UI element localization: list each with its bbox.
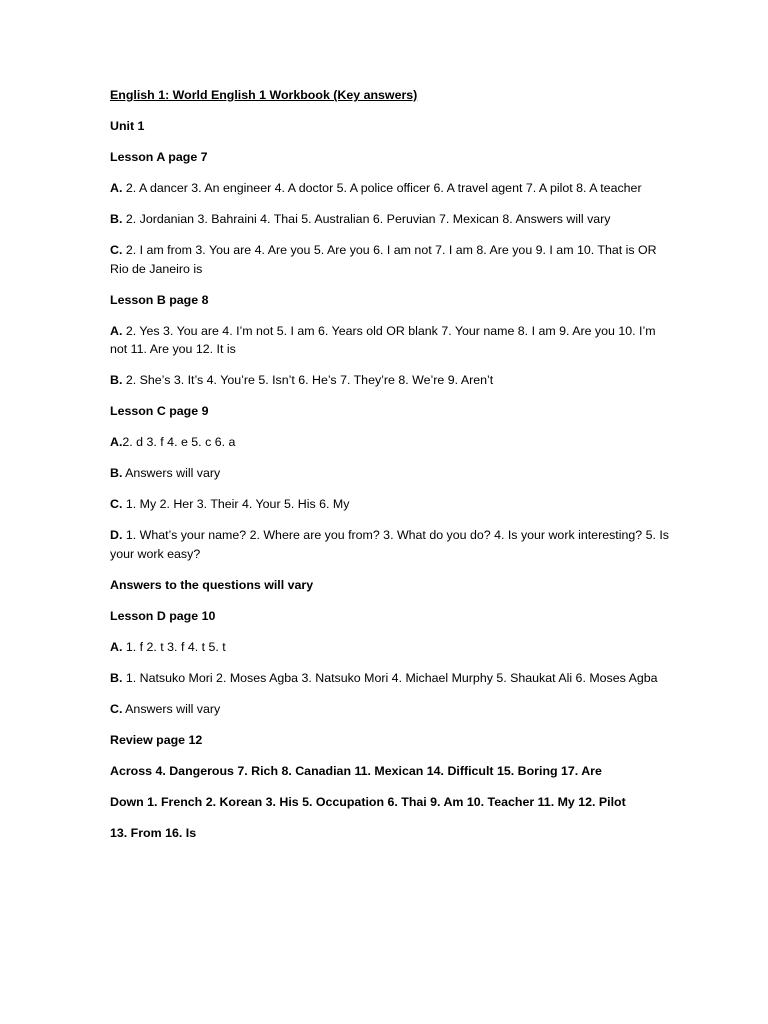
lesson-d-heading: Lesson D page 10 xyxy=(110,608,216,623)
answer-label: B. xyxy=(110,373,123,387)
lesson-d-answer-a xyxy=(110,638,670,657)
answer-label: B. xyxy=(110,212,123,226)
answer-label: C. xyxy=(110,497,123,511)
lesson-a-answer-a xyxy=(110,179,670,198)
answer-key-content xyxy=(110,86,670,855)
lesson-c-answer-a xyxy=(110,433,670,452)
answer-label: C. xyxy=(110,243,123,257)
answer-text: 2. d 3. f 4. e 5. c 6. a xyxy=(122,435,236,449)
lesson-a-answer-c xyxy=(110,241,670,278)
answer-text: Answers will vary xyxy=(122,701,221,716)
document-title: English 1: World English 1 Workbook (Key answers) xyxy=(110,88,418,102)
answer-label: A. xyxy=(110,435,123,449)
answer-label: A. xyxy=(110,639,123,654)
answer-text: 1. What’s your name? 2. Where are you from? 3. What do you do? 4. Is your work interesting? 5. Is your work easy? xyxy=(110,528,670,561)
answer-label: A. xyxy=(110,323,123,338)
answer-text: 2. She’s 3. It’s 4. You’re 5. Isn’t 6. He’s 7. They’re 8. We’re 9. Aren’t xyxy=(122,373,494,387)
lesson-b-answer-a xyxy=(110,322,670,359)
answer-label: B. xyxy=(110,466,123,480)
lesson-a-answer-b xyxy=(110,210,670,229)
lesson-b-answer-b xyxy=(110,371,670,390)
unit-heading: Unit 1 xyxy=(110,119,145,133)
answer-text: 2. Jordanian 3. Bahraini 4. Thai 5. Australian 6. Peruvian 7. Mexican 8. Answers will vary xyxy=(122,212,611,226)
lesson-d-answer-b xyxy=(110,669,670,688)
answer-text: 1. My 2. Her 3. Their 4. Your 5. His 6. My xyxy=(122,497,350,511)
lesson-b-heading: Lesson B page 8 xyxy=(110,292,209,307)
answer-text: 2. A dancer 3. An engineer 4. A doctor 5. A police officer 6. A travel agent 7. A pilot 8. A teacher xyxy=(122,181,642,195)
answer-label: B. xyxy=(110,670,123,685)
answer-label: A. xyxy=(110,181,123,195)
answer-label: C. xyxy=(110,701,123,716)
review-down: Down 1. French 2. Korean 3. His 5. Occupation 6. Thai 9. Am 10. Teacher 11. My 12. Pilot xyxy=(110,794,626,809)
lesson-c-heading: Lesson C page 9 xyxy=(110,404,209,418)
lesson-c-answer-c xyxy=(110,495,670,514)
lesson-c-answer-b xyxy=(110,464,670,483)
review-heading: Review page 12 xyxy=(110,732,203,747)
answer-label: D. xyxy=(110,528,123,542)
answer-text: 2. I am from 3. You are 4. Are you 5. Are you 6. I am not 7. I am 8. Are you 9. I am 10. That is OR Rio de Janeiro is xyxy=(110,243,657,276)
lesson-c-note: Answers to the questions will vary xyxy=(110,577,314,592)
answer-text: 2. Yes 3. You are 4. I’m not 5. I am 6. Years old OR blank 7. Your name 8. I am 9. Are you 10. I’m not 11. Are you 12. It is xyxy=(110,323,656,356)
answer-text: 1. f 2. t 3. f 4. t 5. t xyxy=(122,639,226,654)
review-down-continued: 13. From 16. Is xyxy=(110,825,197,840)
answer-text: 1. Natsuko Mori 2. Moses Agba 3. Natsuko Mori 4. Michael Murphy 5. Shaukat Ali 6. Moses Agba xyxy=(122,670,658,685)
lesson-d-answer-c xyxy=(110,700,670,719)
lesson-c-answer-d xyxy=(110,526,670,563)
lesson-a-heading: Lesson A page 7 xyxy=(110,150,208,164)
answer-text: Answers will vary xyxy=(122,466,221,480)
review-across: Across 4. Dangerous 7. Rich 8. Canadian 11. Mexican 14. Difficult 15. Boring 17. Are xyxy=(110,763,602,778)
